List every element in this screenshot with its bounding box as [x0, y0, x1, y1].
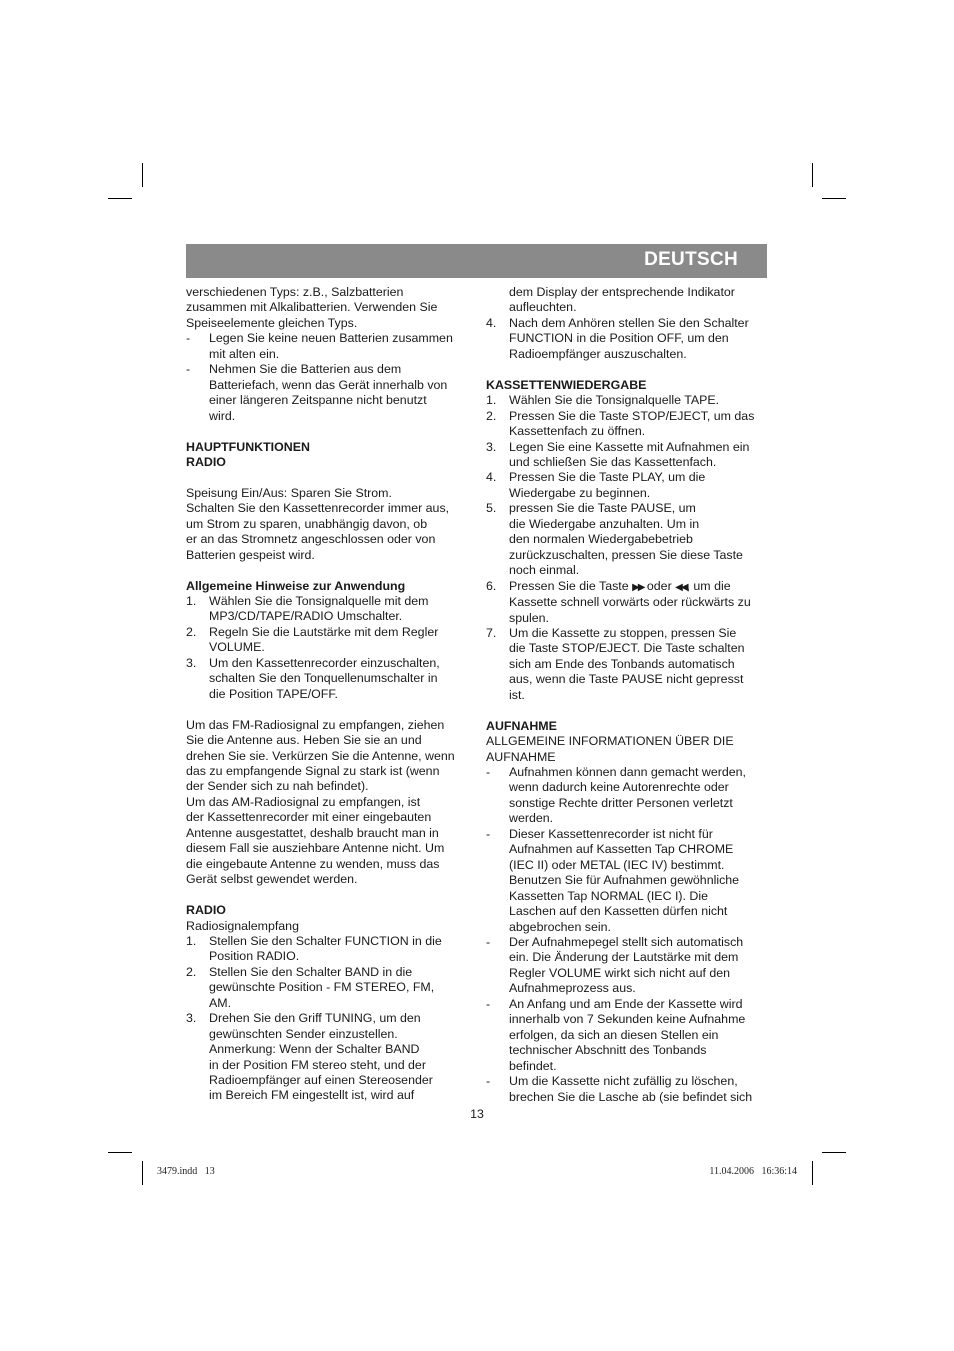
text-line: wenn dadurch keine Autorenrechte oder [509, 780, 729, 795]
text-line: Stellen Sie den Schalter BAND in die [209, 964, 413, 979]
fast-forward-icon: ▶▶ [632, 581, 644, 593]
text-line: um Strom zu sparen, unabhängig davon, ob [186, 516, 428, 531]
right-column [486, 285, 771, 1105]
text-line: AM. [209, 995, 232, 1010]
text-line: VOLUME. [209, 640, 265, 655]
text-line: An Anfang und am Ende der Kassette wird [509, 996, 743, 1011]
text-line: verschiedenen Typs: z.B., Salzbatterien [186, 285, 404, 299]
text-line: Aufnahmen können dann gemacht werden, [509, 765, 746, 780]
text-line: Drehen Sie den Griff TUNING, um den [209, 1011, 421, 1026]
text-line: zurückzuschalten, pressen Sie diese Taste [509, 547, 743, 562]
text-line: brechen Sie die Lasche ab (sie befindet sich [509, 1089, 753, 1104]
bullet-marker: - [486, 765, 491, 780]
text-line: Pressen Sie die Taste STOP/EJECT, um das [509, 408, 755, 423]
text-line: drehen Sie sie. Verkürzen Sie die Antenne, wenn [186, 748, 455, 763]
section-heading: Allgemeine Hinweise zur Anwendung [186, 578, 406, 593]
list-number: 5. [486, 501, 497, 516]
text-line: Nehmen Sie die Batterien aus dem [209, 362, 402, 377]
text-line: FUNCTION in die Position OFF, um den [509, 331, 729, 346]
bullet-item [486, 827, 771, 935]
text-line: der Sender sich zu nah befindet). [186, 779, 369, 794]
text-line: und schließen Sie das Kassettenfach. [509, 454, 717, 469]
text-line: werden. [509, 811, 554, 826]
text-line: die Taste STOP/EJECT. Die Taste schalten [509, 641, 745, 656]
text-line: Legen Sie keine neuen Batterien zusammen [209, 331, 453, 346]
crop-mark [108, 198, 132, 199]
list-item [186, 594, 471, 625]
list-number: 6. [486, 578, 497, 593]
text-line: ist. [509, 687, 525, 702]
list-number: 7. [486, 625, 497, 640]
rewind-icon: ◀◀ [675, 581, 687, 593]
text-line: Radioempfänger auf einen Stereosender [209, 1073, 433, 1088]
bullet-item [486, 765, 771, 827]
text-line: Wählen Sie die Tonsignalquelle TAPE. [509, 393, 720, 408]
text-line: Wiedergabe zu beginnen. [509, 485, 651, 500]
bullet-item [486, 935, 771, 997]
bullet-marker: - [186, 362, 191, 377]
bullet-item [186, 331, 471, 362]
text-line: Um die Kassette nicht zufällig zu löschen, [509, 1074, 738, 1089]
crop-mark [142, 1161, 143, 1185]
list-number: 2. [486, 408, 497, 423]
text-line: wird. [209, 408, 236, 423]
list-number: 3. [186, 655, 197, 670]
subheading: AUFNAHME [486, 749, 556, 764]
text-line: Um das AM-Radiosignal zu empfangen, ist [186, 794, 421, 809]
text-line: pressen Sie die Taste PAUSE, um [509, 501, 696, 516]
text-line: Kassette schnell vorwärts oder rückwärts zu [509, 595, 751, 610]
text-line: die Wiedergabe anzuhalten. Um in [509, 516, 700, 531]
text-line: Regeln Sie die Lautstärke mit dem Regler [209, 624, 439, 639]
text-line: Pressen Sie die Taste PLAY, um die [509, 470, 706, 485]
list-item [486, 579, 771, 626]
section-heading: RADIO [186, 903, 226, 918]
text-line: erfolgen, da sich an diesen Stellen ein [509, 1027, 719, 1042]
text-line: Antenne ausgestattet, deshalb braucht man in [186, 825, 439, 840]
section-heading: RADIO [186, 454, 226, 469]
list-item [486, 501, 771, 578]
text-line: gewünschten Sender einzustellen. [209, 1026, 398, 1041]
text-line: dem Display der entsprechende Indikator [509, 285, 735, 299]
text-line: abgebrochen sein. [509, 919, 611, 934]
list-item [186, 965, 471, 1011]
list-number: 2. [186, 964, 197, 979]
text-line: Aufnahmeprozess aus. [509, 981, 636, 996]
list-number: 1. [486, 393, 497, 408]
list-item [186, 934, 471, 965]
text-line: aufleuchten. [509, 300, 577, 315]
text-line: Um den Kassettenrecorder einzuschalten, [209, 655, 440, 670]
text-line: Pressen Sie die Taste ▶▶ oder ◀◀, um die [509, 578, 731, 593]
list-number: 4. [486, 470, 497, 485]
text-line: ein. Die Änderung der Lautstärke mit dem [509, 950, 739, 965]
text-line: technischer Abschnitt des Tonbands [509, 1043, 707, 1058]
text-line: Laschen auf den Kassetten dürfen nicht [509, 904, 728, 919]
text-line: mit alten ein. [209, 346, 280, 361]
text-line: Speisung Ein/Aus: Sparen Sie Strom. [186, 485, 392, 500]
text-line: Kassetten Tap NORMAL (IEC I). Die [509, 888, 709, 903]
text-line: Um das FM-Radiosignal zu empfangen, ziehen [186, 717, 445, 732]
list-number: 1. [186, 933, 197, 948]
text-line: Schalten Sie den Kassettenrecorder immer aus, [186, 501, 450, 516]
text-line: Der Aufnahmepegel stellt sich automatisch [509, 935, 744, 949]
list-item [186, 656, 471, 702]
text-line: Anmerkung: Wenn der Schalter BAND [209, 1042, 420, 1057]
text-line: (IEC II) oder METAL (IEC IV) bestimmt. [509, 857, 725, 872]
bullet-marker: - [486, 826, 491, 841]
list-continuation [486, 285, 771, 316]
text-line: sonstige Rechte dritter Personen verletzt [509, 795, 733, 810]
list-item [486, 626, 771, 703]
text-line: zusammen mit Alkalibatterien. Verwenden Sie [186, 300, 438, 315]
text-line: befindet. [509, 1058, 557, 1073]
text-line: Batteriefach, wenn das Gerät innerhalb von [209, 377, 448, 392]
text-line: den normalen Wiedergabebetrieb [509, 532, 693, 547]
text-line: das zu empfangende Signal zu stark ist (wenn [186, 763, 440, 778]
text-line: Radioempfänger auszuschalten. [509, 346, 687, 361]
crop-mark [142, 163, 143, 187]
file-slug: 3479.indd 13 [157, 1166, 215, 1177]
text-line: Wählen Sie die Tonsignalquelle mit dem [209, 594, 429, 609]
text-line: Legen Sie eine Kassette mit Aufnahmen ein [509, 439, 750, 454]
list-number: 3. [186, 1011, 197, 1026]
crop-mark [822, 198, 846, 199]
list-item [486, 393, 771, 408]
text-line: aus, wenn die Taste PAUSE nicht gepresst [509, 672, 744, 687]
text-line: Aufnahmen auf Kassetten Tap CHROME [509, 842, 734, 857]
text-line: MP3/CD/TAPE/RADIO Umschalter. [209, 609, 403, 624]
text-line: die eingebaute Antenne zu wenden, muss das [186, 856, 440, 871]
bullet-item [186, 362, 471, 424]
section-heading: HAUPTFUNKTIONEN [186, 439, 310, 454]
subheading: Radiosignalempfang [186, 918, 299, 933]
text-line: gewünschte Position - FM STEREO, FM, [209, 980, 435, 995]
text-line: Regler VOLUME wirkt sich nicht auf den [509, 965, 731, 980]
text-line: Batterien gespeist wird. [186, 547, 315, 562]
text-line: noch einmal. [509, 563, 580, 578]
crop-mark [108, 1152, 132, 1153]
text-line: Benutzen Sie für Aufnahmen gewöhnliche [509, 873, 740, 888]
subheading: ALLGEMEINE INFORMATIONEN ÜBER DIE [486, 734, 734, 749]
crop-mark [812, 163, 813, 187]
language-title: DEUTSCH [644, 249, 738, 270]
bullet-marker: - [486, 935, 491, 949]
left-column [186, 285, 471, 1104]
date-slug: 11.04.2006 16:36:14 [709, 1166, 797, 1177]
page-number: 13 [470, 1107, 484, 1121]
section-heading: AUFNAHME [486, 718, 557, 733]
text-line: der Kassettenrecorder mit einer eingebauten [186, 810, 432, 825]
bullet-item [486, 1074, 771, 1105]
language-banner [186, 244, 767, 278]
crop-mark [822, 1152, 846, 1153]
list-item [486, 440, 771, 471]
bullet-item [486, 997, 771, 1074]
text-line: Um die Kassette zu stoppen, pressen Sie [509, 625, 737, 640]
list-number: 2. [186, 624, 197, 639]
text-line: Dieser Kassettenrecorder ist nicht für [509, 826, 713, 841]
section-heading: KASSETTENWIEDERGABE [486, 377, 647, 392]
text-line: in der Position FM stereo steht, und der [209, 1057, 426, 1072]
bullet-marker: - [486, 1074, 491, 1089]
bullet-marker: - [486, 996, 491, 1011]
list-item [486, 470, 771, 501]
text-line: Nach dem Anhören stellen Sie den Schalter [509, 315, 749, 330]
text-line: die Position TAPE/OFF. [209, 686, 339, 701]
crop-mark [812, 1161, 813, 1185]
text-line: Gerät selbst gewendet werden. [186, 872, 358, 887]
text-line: sich am Ende des Tonbands automatisch [509, 656, 735, 671]
list-number: 3. [486, 439, 497, 454]
text-line: schalten Sie den Tonquellenumschalter in [209, 671, 438, 686]
text-line: im Bereich FM eingestellt ist, wird auf [209, 1088, 415, 1103]
text-line: Speiseelemente gleichen Typs. [186, 315, 358, 330]
text-line: Position RADIO. [209, 949, 300, 964]
text-line: er an das Stromnetz angeschlossen oder von [186, 532, 436, 547]
text-line: Sie die Antenne aus. Heben Sie sie an und [186, 733, 422, 748]
text-line: innerhalb von 7 Sekunden keine Aufnahme [509, 1012, 746, 1027]
text-line: spulen. [509, 610, 549, 625]
text-line: diesem Fall sie ausziehbare Antenne nicht. Um [186, 841, 445, 856]
list-item [186, 1011, 471, 1104]
text-line: Stellen Sie den Schalter FUNCTION in die [209, 933, 442, 948]
list-number: 1. [186, 594, 197, 609]
list-item [186, 625, 471, 656]
list-item [486, 409, 771, 440]
list-item [486, 316, 771, 362]
bullet-marker: - [186, 331, 191, 346]
text-line: einer längeren Zeitspanne nicht benutzt [209, 393, 427, 408]
list-number: 4. [486, 315, 497, 330]
text-line: Kassettenfach zu öffnen. [509, 424, 646, 439]
